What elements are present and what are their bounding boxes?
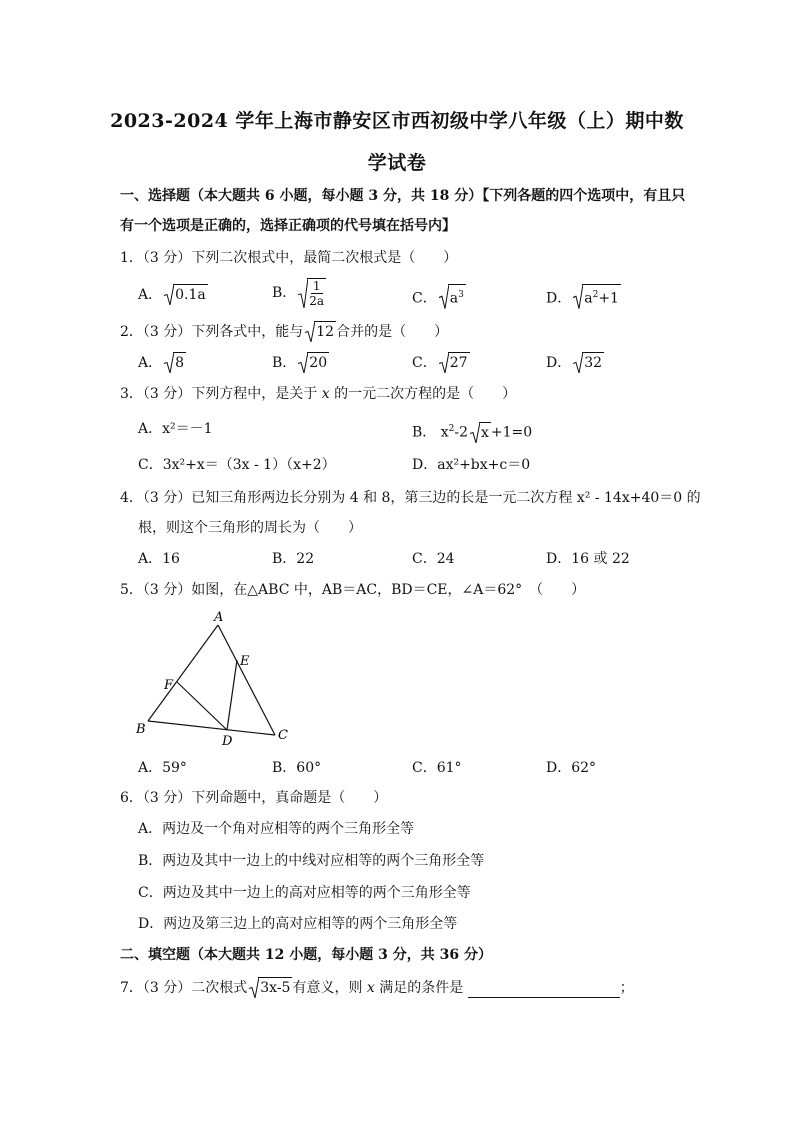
q3-stem: 3．（3 分）下列方程中，是关于 x 的一元二次方程的是（ ） bbox=[120, 386, 517, 402]
exam-title-line1: 2023-2024 学年上海市静安区市西初级中学八年级（上）期中数 bbox=[110, 110, 684, 132]
q6-option-a: A．两边及一个角对应相等的两个三角形全等 bbox=[138, 821, 415, 837]
q7-answer-blank bbox=[468, 983, 620, 998]
q3-option-d: D．ax²+bx+c＝0 bbox=[412, 457, 531, 473]
q4-stem-line1: 4．（3 分）已知三角形两边长分别为 4 和 8，第三边的长是一元二次方程 x² - 14x+40＝0 的 bbox=[120, 490, 701, 506]
q6-option-b: B．两边及其中一边上的中线对应相等的两个三角形全等 bbox=[138, 853, 485, 869]
side-ac bbox=[218, 625, 275, 735]
q2-option-c: C． 27 bbox=[412, 352, 470, 373]
q4-option-b: B．22 bbox=[272, 551, 315, 567]
point-label-f: F bbox=[164, 678, 174, 693]
q6-option-d: D．两边及第三边上的高对应相等的两个三角形全等 bbox=[138, 916, 458, 932]
point-label-d: D bbox=[222, 734, 233, 749]
q5-option-c: C．61° bbox=[412, 760, 462, 776]
q3-option-a: A．x²＝－1 bbox=[138, 421, 213, 437]
vertex-label-b: B bbox=[136, 722, 146, 737]
q3-option-c: C．3x²+x＝（3x - 1）（x+2） bbox=[138, 457, 336, 473]
vertex-label-c: C bbox=[278, 728, 288, 743]
section2-heading: 二、填空题（本大题共 12 小题，每小题 3 分，共 36 分） bbox=[120, 947, 492, 963]
q1-option-a: A． 0.1a bbox=[138, 284, 208, 305]
q5-option-b: B．60° bbox=[272, 760, 322, 776]
q3-option-b: B． $x^2-2$ x +1=0 bbox=[412, 419, 532, 443]
q4-stem-line2: 根，则这个三角形的周长为（ ） bbox=[138, 520, 362, 536]
q5-stem: 5．（3 分）如图，在△ABC 中，AB＝AC，BD＝CE，∠A＝62° （ ） bbox=[120, 582, 586, 598]
vertex-label-a: A bbox=[214, 610, 224, 625]
segment-de bbox=[227, 660, 237, 730]
q4-option-d: D．16 或 22 bbox=[546, 551, 630, 567]
q4-option-a: A．16 bbox=[138, 551, 180, 567]
q4-option-c: C．24 bbox=[412, 551, 455, 567]
side-bc bbox=[148, 721, 275, 735]
q5-option-d: D．62° bbox=[546, 760, 597, 776]
q1-option-b: B． $\frac{1}{2a}$ bbox=[272, 279, 325, 308]
q2-option-b: B． 20 bbox=[272, 352, 329, 373]
q2-option-d: D． 32 bbox=[546, 352, 604, 373]
q2-stem: 2．（3 分）下列各式中，能与 12 合并的是（ ） bbox=[120, 321, 448, 342]
side-ab bbox=[148, 625, 218, 721]
triangle-figure bbox=[130, 605, 300, 750]
q1-stem: 1．（3 分）下列二次根式中，最简二次根式是（ ） bbox=[120, 250, 458, 266]
section1-heading-line2: 有一个选项是正确的，选择正确项的代号填在括号内】 bbox=[120, 218, 456, 234]
point-label-e: E bbox=[240, 654, 250, 669]
q6-stem: 6．（3 分）下列命题中，真命题是（ ） bbox=[120, 790, 388, 806]
q6-option-c: C．两边及其中一边上的高对应相等的两个三角形全等 bbox=[138, 885, 471, 901]
q1-option-d: D． $a^2+1$ bbox=[546, 284, 621, 309]
section1-heading-line1: 一、选择题（本大题共 6 小题，每小题 3 分，共 18 分）【下列各题的四个选项中，有且只 bbox=[120, 188, 686, 204]
q7-stem: 7．（3 分）二次根式 3x-5 有意义，则 x 满足的条件是 ； bbox=[120, 977, 634, 998]
segment-fd bbox=[177, 682, 227, 730]
exam-title-line2: 学试卷 bbox=[367, 152, 427, 174]
q5-option-a: A．59° bbox=[138, 760, 187, 776]
q2-option-a: A． 8 bbox=[138, 352, 186, 373]
q1-option-c: C． $a^3$ bbox=[412, 284, 466, 309]
